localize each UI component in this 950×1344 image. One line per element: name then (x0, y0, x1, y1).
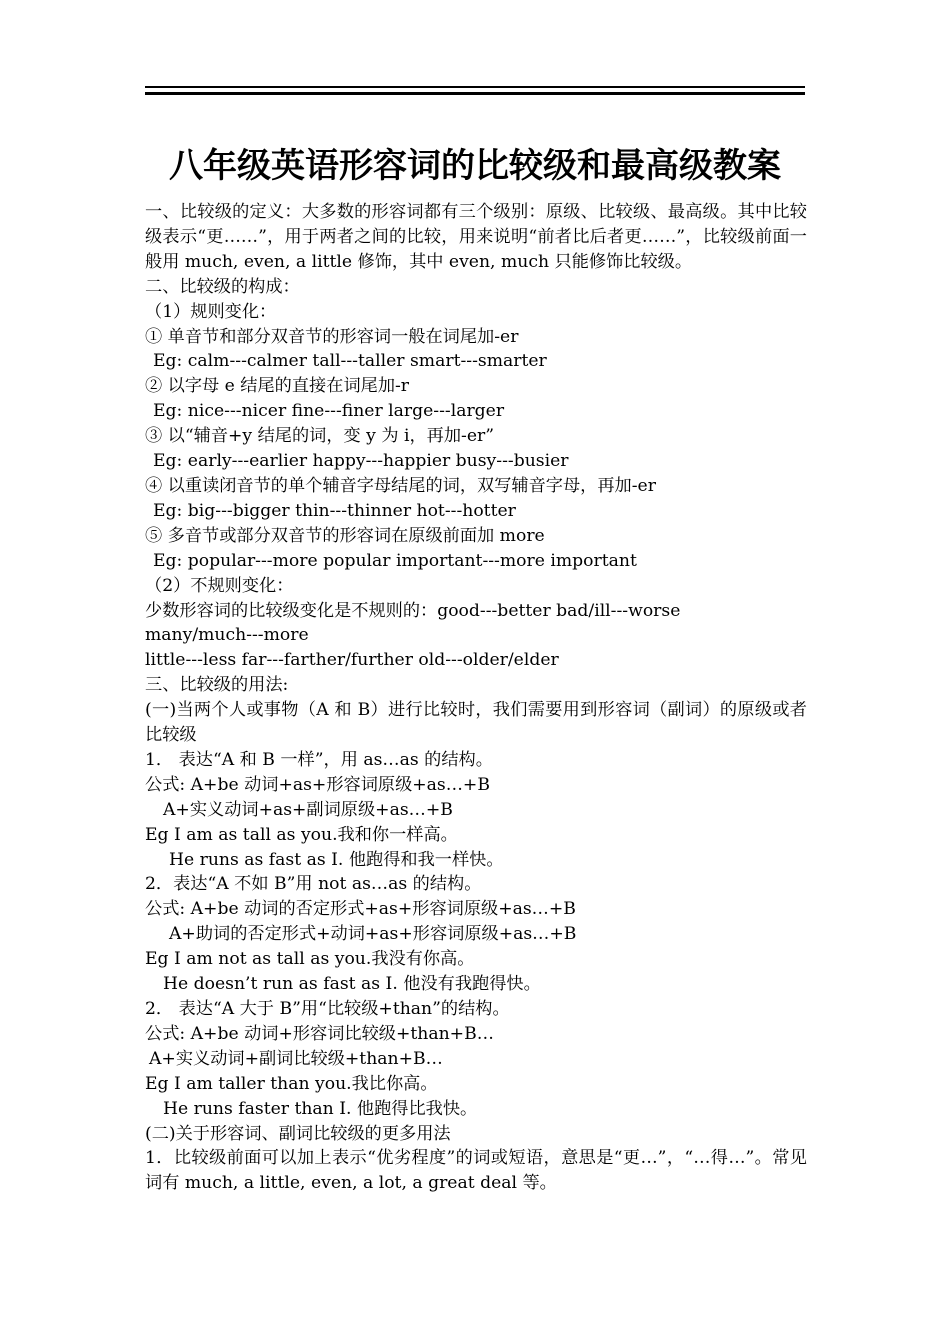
rule-4: ④ 以重读闭音节的单个辅音字母结尾的词，双写辅音字母，再加-er (145, 475, 656, 496)
irregular-line-1: 少数形容词的比较级变化是不规则的：good---better bad/ill---worse (145, 600, 681, 621)
usage-example-3b: He runs faster than I. 他跑得比我快。 (163, 1098, 478, 1119)
formula-3a: 公式: A+be 动词+形容词比较级+than+B… (145, 1023, 494, 1044)
example-1: Eg: calm---calmer tall---taller smart---smarter (153, 351, 547, 372)
formula-3b: A+实义动词+副词比较级+than+B… (149, 1048, 443, 1069)
rule-5: ⑤ 多音节或部分双音节的形容词在原级前面加 more (145, 525, 545, 546)
example-4: Eg: big---bigger thin---thinner hot---hotter (153, 500, 516, 521)
irregular-line-3: little---less far---farther/further old---older/elder (145, 650, 559, 671)
usage-item-4: 1．比较级前面可以加上表示“优劣程度”的词或短语，意思是“更…”，“…得…”。常见词有 much, a little, even, a lot, a great deal 等。 (145, 1148, 807, 1194)
example-5: Eg: popular---more popular important---more important (153, 550, 637, 571)
section-heading-formation: 二、比较级的构成： (145, 276, 300, 297)
formula-1b: A+实义动词+as+副词原级+as…+B (163, 799, 453, 820)
header-rule-thick (145, 92, 805, 95)
rule-1: ① 单音节和部分双音节的形容词一般在词尾加-er (145, 326, 519, 347)
document-title: 八年级英语形容词的比较级和最高级教案 (169, 146, 781, 186)
usage-example-1a: Eg I am as tall as you.我和你一样高。 (145, 824, 458, 845)
subheading-irregular: （2）不规则变化： (145, 575, 294, 596)
usage-item-1: 1． 表达“A 和 B 一样”，用 as…as 的结构。 (145, 749, 493, 770)
subheading-regular: （1）规则变化： (145, 301, 277, 322)
document-body (145, 200, 807, 1196)
usage-item-3: 2． 表达“A 大于 B”用“比较级+than”的结构。 (145, 999, 510, 1019)
formula-2a: 公式: A+be 动词的否定形式+as+形容词原级+as…+B (145, 899, 576, 920)
usage-item-2: 2．表达“A 不如 B”用 not as…as 的结构。 (145, 874, 482, 895)
section-heading-usage: 三、比较级的用法: (145, 675, 289, 696)
example-2: Eg: nice---nicer fine---finer large---larger (153, 401, 505, 422)
usage-example-2a: Eg I am not as tall as you.我没有你高。 (145, 949, 475, 970)
usage-subsection-1: (一)当两个人或事物（A 和 B）进行比较时，我们需要用到形容词（副词）的原级或者比较级 (145, 700, 807, 746)
usage-example-3a: Eg I am taller than you.我比你高。 (145, 1073, 438, 1094)
usage-example-1b: He runs as fast as I. 他跑得和我一样快。 (169, 849, 504, 870)
formula-2b: A+助词的否定形式+动词+as+形容词原级+as…+B (169, 924, 577, 945)
example-3: Eg: early---earlier happy---happier busy---busier (153, 451, 569, 472)
usage-example-2b: He doesn’t run as fast as I. 他没有我跑得快。 (163, 974, 541, 995)
rule-3: ③ 以“辅音+y 结尾的词，变 y 为 i，再加-er” (145, 426, 495, 447)
rule-2: ② 以字母 e 结尾的直接在词尾加-r (145, 376, 410, 397)
header-rule-thin (145, 86, 805, 88)
definition-paragraph: 一、比较级的定义：大多数的形容词都有三个级别：原级、比较级、最高级。其中比较级表示“更……”，用于两者之间的比较，用来说明“前者比后者更……”，比较级前面一般用 much, even, a little 修饰，其中 even, much 只能修饰比较级。 (145, 202, 807, 272)
formula-1a: 公式: A+be 动词+as+形容词原级+as…+B (145, 774, 490, 795)
usage-subsection-2: (二)关于形容词、副词比较级的更多用法 (145, 1123, 451, 1144)
irregular-line-2: many/much---more (145, 625, 309, 646)
